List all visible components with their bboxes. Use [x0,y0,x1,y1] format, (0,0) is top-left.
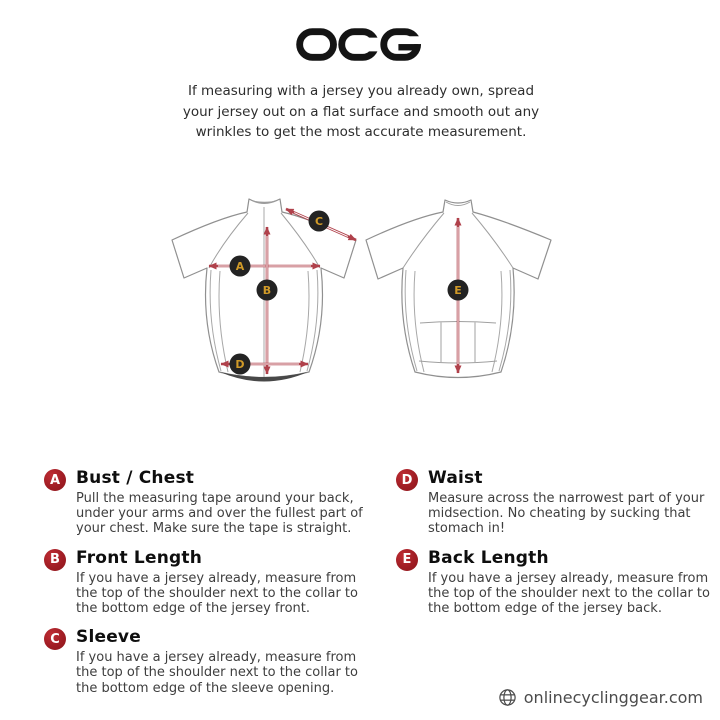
badge-d [396,469,418,491]
svg-text:E: E [454,284,462,297]
marker-d [230,354,251,375]
svg-text:D: D [235,358,245,371]
badge-b-letter: B [50,552,60,568]
legend-item-bust-chest [44,468,396,537]
intro-text: If measuring with a jersey you already own, spread your jersey out on a flat surface and smooth out any wrinkles to get the most accurate measurement. [182,83,540,141]
marker-b [257,280,278,301]
footer-website[interactable] [498,688,703,707]
legend-column-right [396,468,710,707]
legend-item-front-length [44,548,396,617]
svg-text:A: A [235,260,245,273]
legend-title-bust-chest: Bust / Chest [76,468,195,488]
badge-a [44,469,66,491]
badge-e [396,549,418,571]
legend-item-back-length [396,547,710,617]
marker-a [230,256,251,277]
legend-desc-sleeve: If you have a jersey already, measure from the top of the shoulder next to the collar to the bottom edge of the sleeve opening. [76,650,358,696]
legend-item-sleeve [44,627,396,696]
badge-c [44,628,66,650]
svg-text:C: C [314,215,324,228]
marker-e [448,280,469,301]
ocg-logo-graphic [296,27,424,62]
badge-d-letter: D [401,472,413,488]
legend-desc-front-length: If you have a jersey already, measure from the top of the shoulder next to the collar to the bottom edge of the jersey front. [76,570,358,617]
legend-title-sleeve: Sleeve [76,627,141,648]
legend-item-waist [396,468,706,537]
legend-column-left [44,468,396,707]
legend-desc-back-length: If you have a jersey already, measure from the top of the shoulder next to the collar to the bottom edge of the jersey back. [428,570,710,617]
front-jersey-diagram [163,190,363,395]
legend-title-waist: Waist [428,468,483,488]
measurement-legend [44,468,710,707]
badge-b [44,549,66,571]
globe-icon [498,688,517,707]
jersey-diagrams [163,190,563,395]
badge-c-letter: C [50,631,60,647]
badge-e-letter: E [402,552,412,568]
legend-title-front-length: Front Length [76,547,202,568]
back-jersey-diagram [363,190,563,395]
badge-a-letter: A [49,472,61,488]
legend-title-back-length: Back Length [428,547,549,568]
ocg-logo [0,27,720,62]
legend-desc-waist: Measure across the narrowest part of your midsection. No cheating by sucking that stomach in! [428,491,705,537]
website-text: onlinecyclinggear.com [523,688,703,707]
marker-c [309,211,330,232]
svg-text:B: B [262,284,272,297]
legend-desc-bust-chest: Pull the measuring tape around your back, under your arms and over the fullest part of your chest. Make sure the tape is straight. [76,491,363,537]
